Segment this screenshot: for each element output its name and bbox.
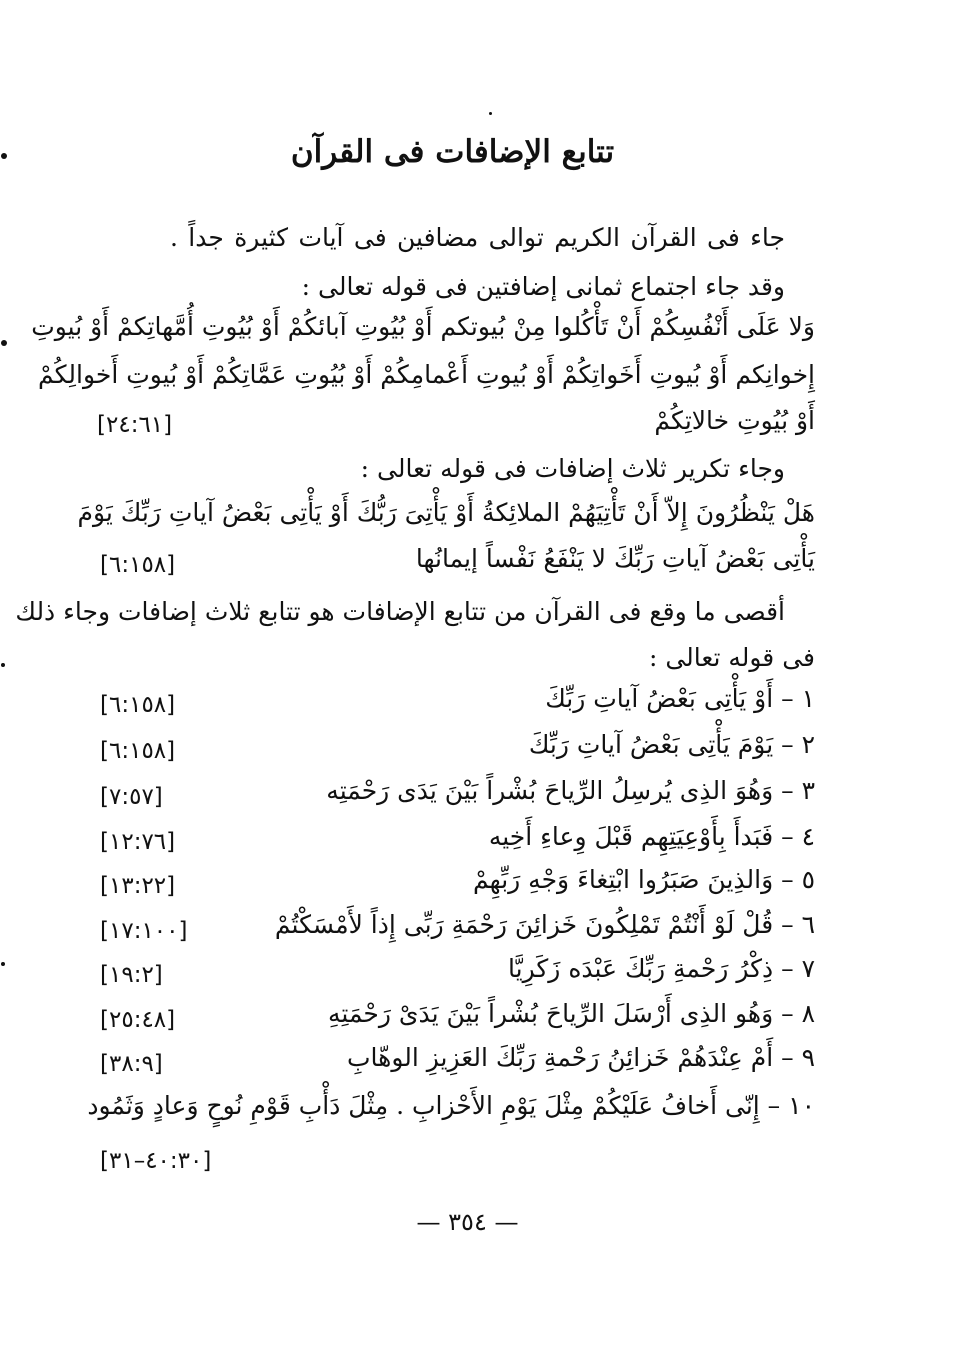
verse1-line-3: أَوْ بُيُوتِ خالاتِكُمْ: [654, 406, 815, 435]
verse2-reference: [٦:١٥٨]: [100, 552, 176, 578]
scan-speck: [1, 962, 5, 966]
verse1-line-2: إِخوانِكم أَوْ بُيوتِ أَخَواتِكُمْ أَوْ بُيوتِ أَعْمامِكُمْ أَوْ بُيُوتِ عَمَّاتِكُمْ أَوْ بُيوتِ أَخوالِكُمْ: [37, 360, 815, 389]
intro-line-2: وقد جاء اجتماع ثمانى إضافتين فى قوله تعالى :: [301, 272, 785, 301]
scan-speck: [1, 340, 7, 346]
list-item: ٧ – ذِكْرُ رَحْمةِ رَبِّكَ عَبْدَه زَكَرِيَّا: [508, 954, 815, 983]
scan-speck: [1, 153, 7, 159]
list-item-reference: [٣٨:٩]: [100, 1051, 163, 1077]
list-item: ٤ – فَبَدأَ بِأَوْعِيَتِهِم قَبْلَ وِعاءِ أَخِيه: [488, 822, 815, 851]
page-number: — ٣٥٤ —: [416, 1208, 519, 1236]
list-item-reference: [٧:٥٧]: [100, 784, 163, 810]
list-item: ١٠ – إِنّى أَخافُ عَلَيْكُمْ مِثْلَ يَوْمِ الأَحْزابِ . مِثْلَ دَأْبِ قَوْمِ نُوحٍ وَعادٍ وَثَمُود: [87, 1091, 815, 1120]
intro2-line: وجاء تكرير ثلاث إضافات فى قوله تعالى :: [360, 454, 785, 483]
list-item-reference: [٤٠:٣٠–٣١]: [100, 1148, 212, 1174]
intro3-line-2: فى قوله تعالى :: [648, 643, 815, 672]
list-item-reference: [٦:١٥٨]: [100, 692, 176, 718]
scan-speck: [489, 112, 492, 115]
list-item: ٦ – قُلْ لَوْ أَنْتُمْ تَمْلِكُونَ خَزائِنَ رَحْمَةِ رَبِّى إِذاً لأَمْسَكْتُمْ: [274, 910, 815, 939]
list-item: ٣ – وَهُوَ الذِى يُرسِلُ الرِّياحَ بُشْراً بَيْنَ يَدَى رَحْمَتِه: [326, 776, 815, 805]
scan-speck: [1, 663, 5, 667]
intro3-line-1: أقصى ما وقع فى القرآن من تتابع الإضافات هو تتابع ثلاث إضافات وجاء ذلك: [15, 597, 785, 626]
intro-line-1: جاء فى القرآن الكريم توالى مضافين فى آيات كثيرة جداً .: [170, 223, 785, 252]
verse1-reference: [٢٤:٦١]: [97, 412, 173, 438]
list-item: ٩ – أَمْ عِنْدَهُمْ خَزائِنُ رَحْمةِ رَبِّكَ العَزِيزِ الوهّابِ: [347, 1043, 815, 1072]
list-item: ٢ – يَوْمَ يَأْتِى بَعْضُ آياتِ رَبِّكَ: [528, 730, 815, 759]
verse1-line-1: وَلا عَلَى أَنْفُسِكُمْ أَنْ تَأْكُلوا مِنْ بُيوتكم أَوْ بُيُوتِ آبائكُمْ أَوْ بُيُوتِ أُمَّهاتِكمْ أَوْ بُيوتِ: [31, 312, 815, 341]
list-item: ١ – أَوْ يَأْتِى بَعْضُ آياتِ رَبِّكَ: [545, 684, 815, 713]
page-title: تتابع الإضافات فى القرآن: [290, 134, 615, 170]
list-item-reference: [١٢:٧٦]: [100, 829, 176, 855]
verse2-line-2: يَأْتِى بَعْضُ آياتِ رَبِّكَ لا يَنْفَعُ نَفْساً إيمانُها: [415, 544, 815, 573]
list-item-reference: [٢٥:٤٨]: [100, 1007, 176, 1033]
list-item-reference: [١٣:٢٢]: [100, 873, 176, 899]
list-item-reference: [٦:١٥٨]: [100, 738, 176, 764]
list-item-reference: [١٧:١٠٠]: [100, 918, 188, 944]
list-item-reference: [١٩:٢]: [100, 962, 163, 988]
verse2-line-1: هَلْ يَنْظُرُونَ إِلاّ أَنْ تَأْتِيَهُمْ الملائِكةُ أَوْ يَأْتِىَ رَبُّكَ أَوْ يَأْتِى بَعْضُ آياتِ رَبِّكَ يَوْمَ: [77, 498, 815, 527]
list-item: ٥ – وَالذِينَ صَبَرُوا ابْتِغاءَ وَجْهِ رَبِّهِمْ: [473, 865, 815, 894]
list-item: ٨ – وَهُو الذِى أَرْسَلَ الرِّياحَ بُشْراً بَيْنَ يَدَىْ رَحْمَتِهِ: [328, 999, 815, 1028]
